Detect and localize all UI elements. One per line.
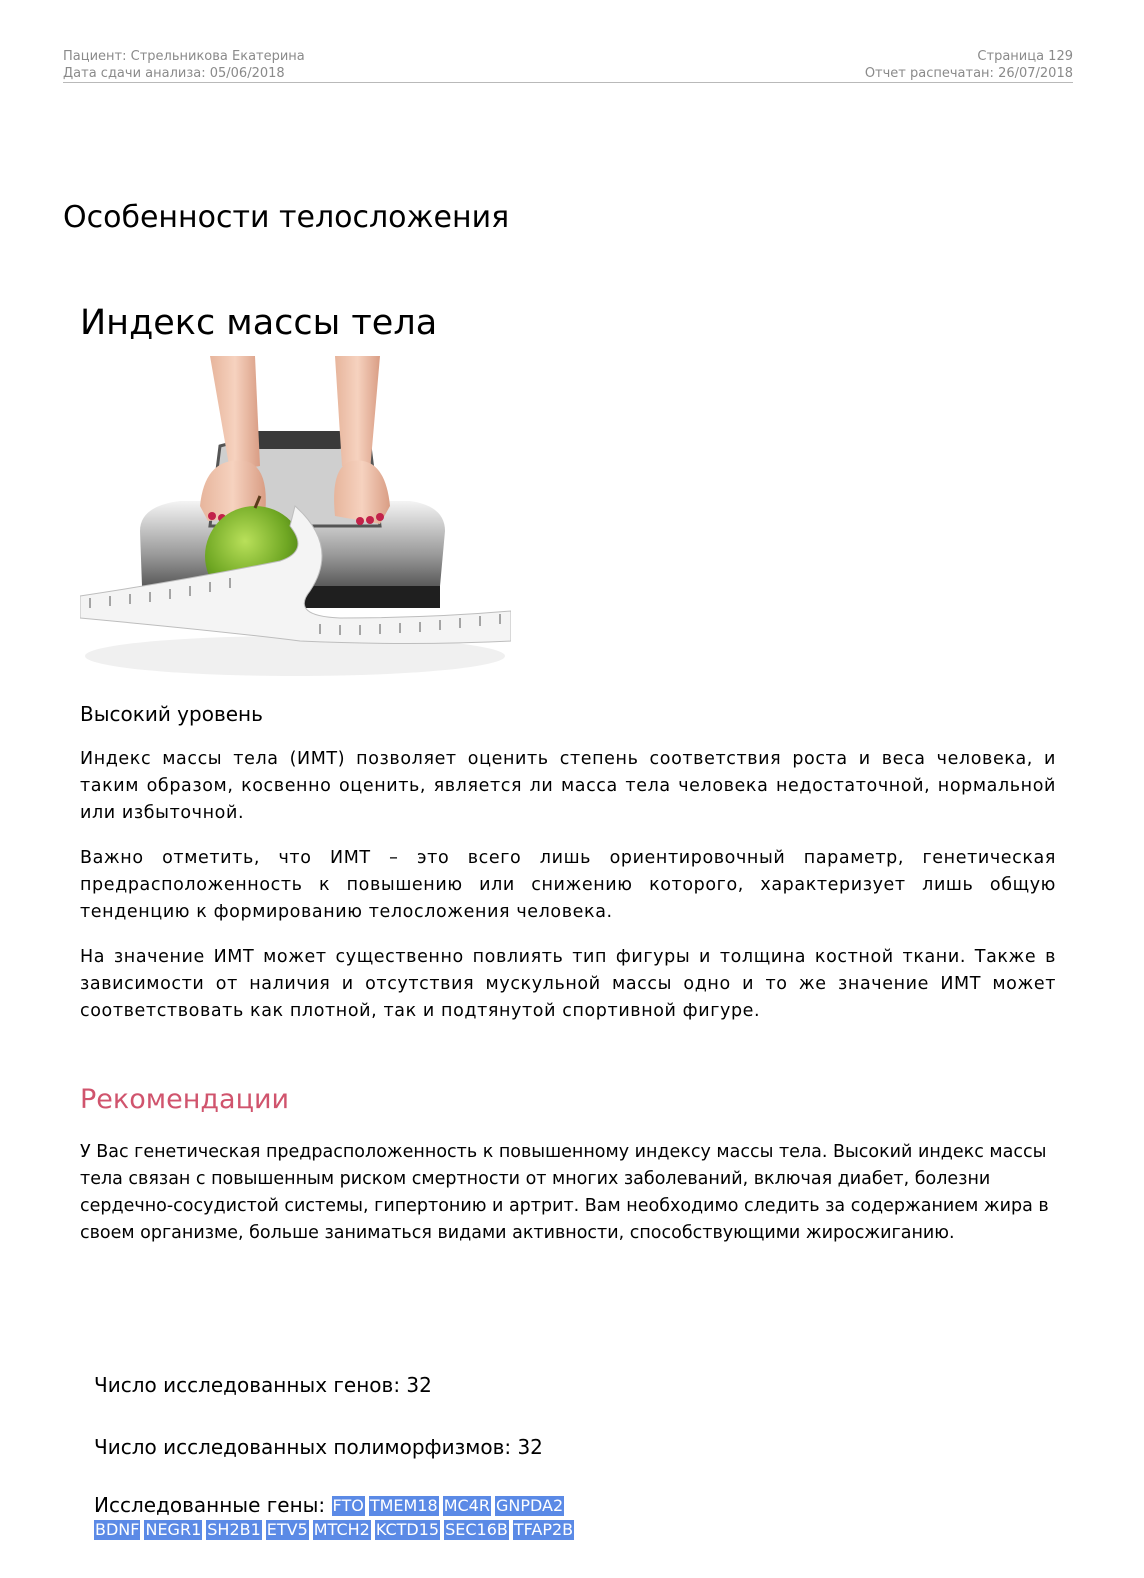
- trait-level: Высокий уровень: [80, 702, 263, 726]
- studied-genes-cont: [94, 1518, 994, 1544]
- gene-tag: BDNF: [95, 1520, 140, 1539]
- genes-label: Исследованные гены:: [94, 1493, 326, 1517]
- genes-count: Число исследованных генов: 32: [94, 1373, 432, 1397]
- genetic-stats: [94, 1370, 994, 1544]
- gene-tag: SEC16B: [445, 1520, 508, 1539]
- trait-paragraph: Важно отметить, что ИМТ – это всего лишь ориентировочный параметр, генетическая предрасположенность к повышению или снижению которого, характеризует лишь общую тенденцию к формированию телосложения человека.: [80, 848, 1056, 922]
- gene-tag: MTCH2: [313, 1520, 370, 1539]
- page-number: Страница 129: [977, 49, 1073, 64]
- gene-tag: NEGR1: [145, 1520, 202, 1539]
- gene-tag: ETV5: [266, 1520, 308, 1539]
- section-title: Особенности телосложения: [63, 200, 510, 235]
- header-right: [865, 48, 1073, 82]
- gene-tag: SH2B1: [207, 1520, 261, 1539]
- gene-tag: KCTD15: [375, 1520, 440, 1539]
- analysis-date: Дата сдачи анализа: 05/06/2018: [63, 66, 285, 81]
- trait-paragraph: На значение ИМТ может существенно повлиять тип фигуры и толщина костной ткани. Также в зависимости от наличия и отсутствия мускульной массы одно и то же значение ИМТ может соответствовать как плотной, так и подтянутой спортивной фигуре.: [80, 947, 1056, 1021]
- print-date: Отчет распечатан: 26/07/2018: [864, 66, 1073, 81]
- recommendations-text: У Вас генетическая предрасположенность к повышенному индексу массы тела. Высокий индекс массы тела связан с повышенным риском смертности от многих заболеваний, включая диабет, болезни сердечно-сосудистой системы, гипертонию и артрит. Вам необходимо следить за содержанием жира в своем организме, больше заниматься видами активности, способствующими жиросжиганию.: [80, 1142, 1049, 1243]
- recommendations-title: Рекомендации: [80, 1084, 290, 1115]
- trait-section: [80, 300, 1056, 1247]
- gene-tag: TMEM18: [369, 1496, 438, 1515]
- trait-title: Индекс массы тела: [80, 303, 438, 343]
- gene-tag: GNPDA2: [495, 1496, 564, 1515]
- patient-name: Пациент: Стрельникова Екатерина: [63, 49, 305, 64]
- gene-tag: TFAP2B: [513, 1520, 574, 1539]
- gene-tag: FTO: [332, 1496, 364, 1515]
- studied-genes: [94, 1492, 994, 1518]
- polymorphisms-count: Число исследованных полиморфизмов: 32: [94, 1435, 543, 1459]
- header-left: [63, 48, 305, 82]
- trait-paragraph: Индекс массы тела (ИМТ) позволяет оценить степень соответствия роста и веса человека, и таким образом, косвенно оценить, является ли масса тела человека недостаточной, нормальной или избыточной.: [80, 749, 1056, 823]
- header-divider: [63, 82, 1073, 83]
- gene-tag: MC4R: [443, 1496, 490, 1515]
- scale-apple-photo: [80, 356, 511, 679]
